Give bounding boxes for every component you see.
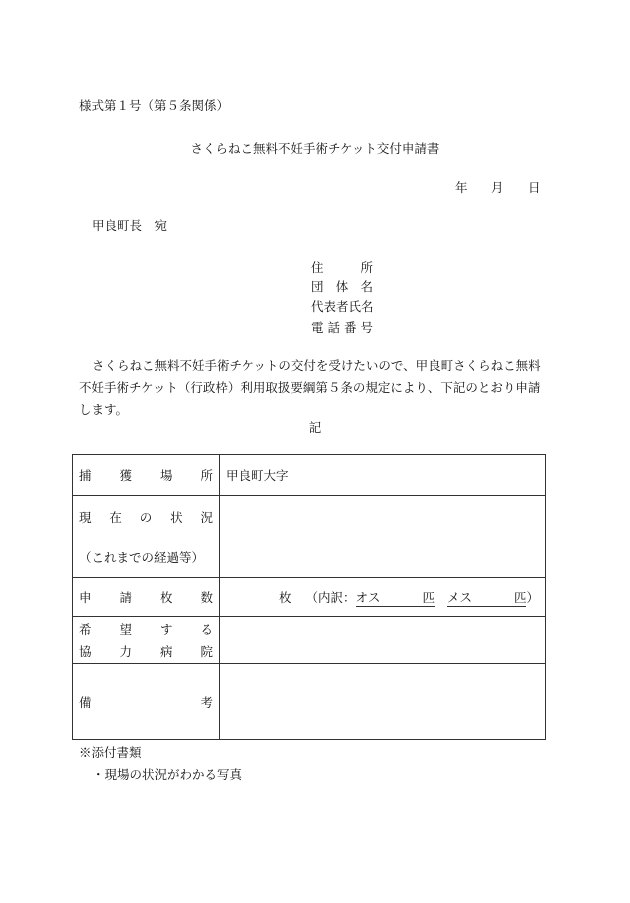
body-text: さくらねこ無料不妊手術チケットの交付を受けたいので、甲良町さくらねこ無料不妊手術チケット（行政枠）利用取扱要綱第５条の規定により、下記のとおり申請します。 — [79, 358, 541, 417]
date-day: 日 — [528, 180, 541, 195]
document-title: さくらねこ無料不妊手術チケット交付申請書 — [190, 141, 440, 156]
count-label: 申 請 枚 数 — [73, 578, 220, 617]
hospital-value[interactable] — [220, 617, 546, 664]
addressee: 甲良町長 宛 — [92, 218, 168, 233]
form-number: 様式第１号（第５条関係） — [79, 98, 230, 113]
remarks-label: 備 考 — [73, 664, 220, 740]
hospital-row — [73, 617, 546, 664]
attachment-item: ・現場の状況がわかる写真 — [92, 767, 243, 782]
capture-place-value[interactable]: 甲良町大字 — [220, 455, 546, 496]
remarks-row — [73, 664, 546, 740]
ki-heading: 記 — [308, 420, 322, 435]
applicant-phone-label: 電 話 番 号 — [311, 320, 373, 335]
date-year: 年 — [455, 180, 468, 195]
date-month: 月 — [491, 180, 504, 195]
capture-place-label: 捕 獲 場 所 — [73, 455, 220, 496]
remarks-value[interactable] — [220, 664, 546, 740]
applicant-group-label: 団 体 名 — [311, 279, 373, 294]
current-status-row — [73, 496, 546, 578]
current-status-value[interactable] — [220, 496, 546, 578]
current-status-label: 現 在 の 状 況 （これまでの経過等） — [73, 496, 220, 578]
hospital-label: 希 望 す る 協 力 病 院 — [73, 617, 220, 664]
capture-place-row — [73, 455, 546, 496]
count-value[interactable]: 枚 （内訳： オス 匹 メス 匹 ） — [220, 578, 546, 617]
attachments-title: ※添付書類 — [79, 745, 142, 760]
female-count-field[interactable]: メス 匹 — [446, 589, 527, 605]
male-count-field[interactable]: オス 匹 — [355, 589, 435, 605]
applicant-address-label: 住 所 — [311, 260, 373, 275]
applicant-representative-label: 代表者氏名 — [311, 299, 374, 314]
count-row — [73, 578, 546, 617]
current-status-sublabel: （これまでの経過等） — [79, 549, 205, 565]
application-table — [72, 454, 546, 740]
